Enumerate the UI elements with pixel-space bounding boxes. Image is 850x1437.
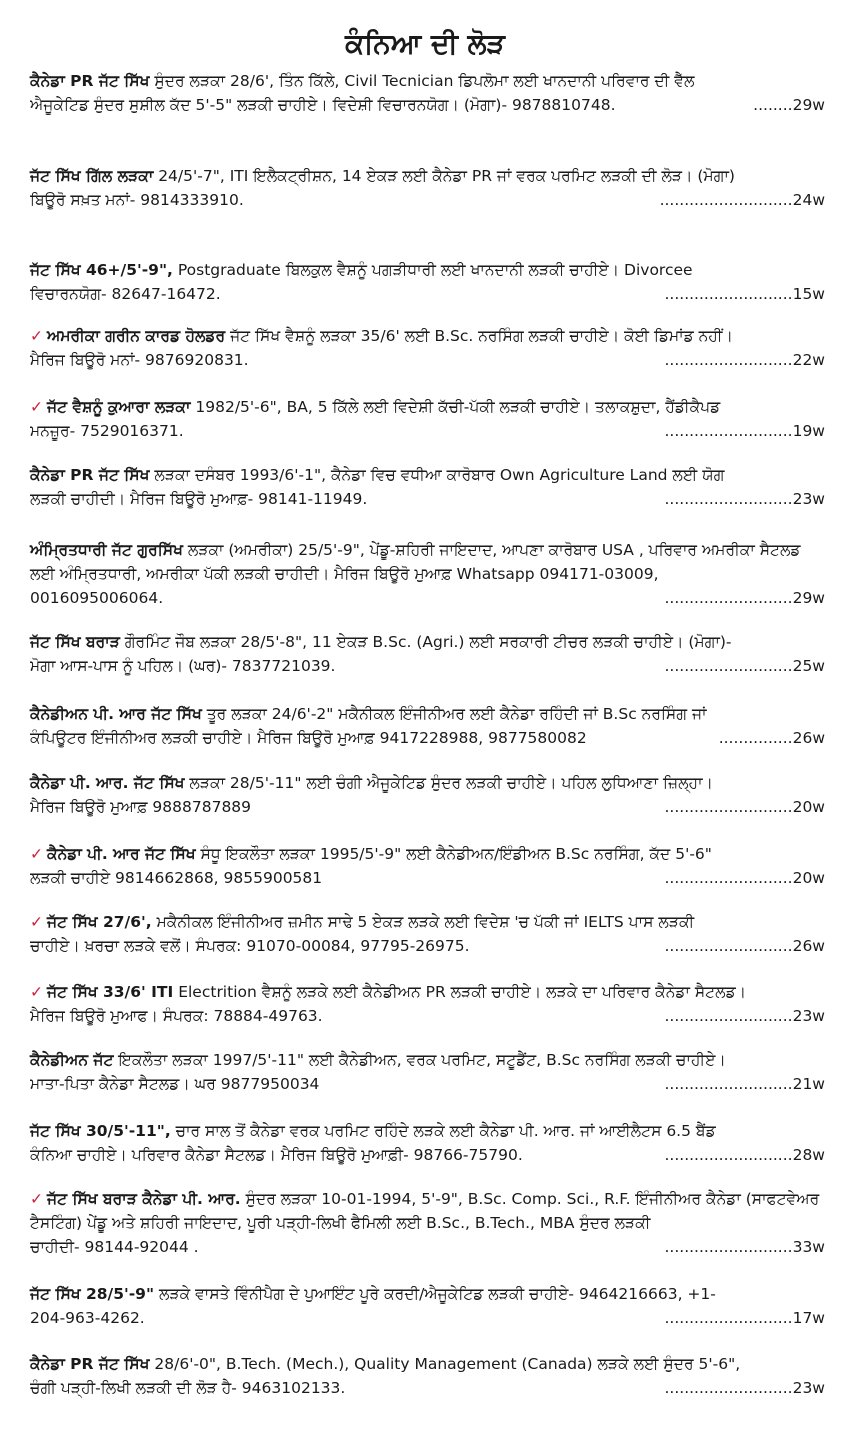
ad-text: ਲੜਕਾ (ਅਮਰੀਕਾ) 25/5'-9", ਪੇਂਡੂ-ਸ਼ਹਿਰੀ ਜਾਇਦਾਦ, ਆਪਣਾ ਕਾਰੋਬਾਰ USA , ਪਰਿਵਾਰ ਅਮਰੀਕਾ ਸੈਟਲਡ ਲਈ ਅੰਮ੍ਰਿਤਧਾਰੀ, ਅਮਰੀਕਾ ਪੱਕੀ ਲੜਕੀ ਚਾਹੀਦੀ। ਮੈਰਿਜ ਬਿਊਰੋ ਮੁਆਫ਼ Whatsapp 094171-03009, [30, 541, 801, 583]
ad-text: ਚਾਰ ਸਾਲ ਤੋਂ ਕੈਨੇਡਾ ਵਰਕ ਪਰਮਿਟ ਰਹਿੰਦੇ ਲੜਕੇ ਲਈ ਕੈਨੇਡਾ ਪੀ. ਆਰ. ਜਾਂ ਆਈਲੈਟਸ 6.5 ਬੈਂਡ [175, 1122, 716, 1140]
ad-code: ..........................20w [664, 869, 825, 887]
ad-entry [30, 164, 825, 212]
ad-text: ਸੁੰਦਰ ਲੜਕਾ 10-01-1994, 5'-9", B.Sc. Comp. Sci., R.F. ਇੰਜੀਨੀਅਰ ਕੈਨੇਡਾ (ਸਾਫਟਵੇਅਰ ਟੈਸਟਿੰਗ) ਪੇਂਡੂ ਅਤੇ ਸ਼ਹਿਰੀ ਜਾਇਦਾਦ, ਪੂਰੀ ਪੜ੍ਹੀ-ਲਿਖੀ ਫੈਮਿਲੀ ਲਈ B.Sc., B.Tech., MBA ਸੁੰਦਰ ਲੜਕੀ [30, 1190, 820, 1232]
ad-text-cont: ਐਜੂਕੇਟਿਡ ਸੁੰਦਰ ਸੁਸ਼ੀਲ ਕੱਦ 5'-5" ਲੜਕੀ ਚਾਹੀਏ। ਵਿਦੇਸ਼ੀ ਵਿਚਾਰਨਯੋਗ। (ਮੋਗਾ)- 9878810748. [30, 96, 616, 114]
page-title: ਕੰਨਿਆ ਦੀ ਲੋੜ [345, 27, 505, 60]
ad-lead: ਜੱਟ ਸਿੱਖ 28/5'-9" [30, 1285, 155, 1303]
ad-entry [30, 630, 825, 678]
ad-lead: ਅਮਰੀਕਾ ਗਰੀਨ ਕਾਰਡ ਹੋਲਡਰ [47, 327, 226, 345]
check-icon: ✓ [30, 398, 43, 416]
check-icon: ✓ [30, 983, 43, 1001]
ad-text-cont: ਵਿਚਾਰਨਯੋਗ- 82647-16472. [30, 285, 221, 303]
ad-code: ..........................29w [664, 589, 825, 607]
ad-text-cont: ਲੜਕੀ ਚਾਹੀਦੀ। ਮੈਰਿਜ ਬਿਊਰੋ ਮੁਆਫ਼- 98141-11949. [30, 490, 368, 508]
ad-text-cont: ਚਾਹੀਏ। ਖ਼ਰਚਾ ਲੜਕੇ ਵਲੋਂ। ਸੰਪਰਕ: 91070-00084, 97795-26975. [30, 937, 470, 955]
ad-code: ..........................20w [664, 798, 825, 816]
ad-code: ..........................17w [664, 1309, 825, 1327]
ad-code: ........29w [753, 96, 825, 114]
ad-text: Electrition ਵੈਸ਼ਨੂੰ ਲੜਕੇ ਲਈ ਕੈਨੇਡੀਅਨ PR ਲੜਕੀ ਚਾਹੀਏ। ਲੜਕੇ ਦਾ ਪਰਿਵਾਰ ਕੈਨੇਡਾ ਸੈਟਲਡ। [178, 983, 747, 1001]
ad-text: ਲੜਕਾ ਦਸੰਬਰ 1993/6'-1", ਕੈਨੇਡਾ ਵਿਚ ਵਧੀਆ ਕਾਰੋਬਾਰ Own Agriculture Land ਲਈ ਯੋਗ [154, 466, 725, 484]
ad-lead: ਕੈਨੇਡੀਅਨ ਜੱਟ [30, 1051, 114, 1069]
ad-code: ...............26w [718, 729, 825, 747]
ad-lead: ਕੈਨੇਡੀਅਨ ਪੀ. ਆਰ ਜੱਟ ਸਿੱਖ [30, 705, 202, 723]
ad-lead: ਜੱਟ ਸਿੱਖ ਬਰਾੜ ਕੈਨੇਡਾ ਪੀ. ਆਰ. [47, 1190, 241, 1208]
ad-text: ਸੰਧੂ ਇਕਲੌਤਾ ਲੜਕਾ 1995/5'-9" ਲਈ ਕੈਨੇਡੀਅਨ/ਇੰਡੀਅਨ B.Sc ਨਰਸਿੰਗ, ਕੱਦ 5'-6" [200, 845, 712, 863]
ad-entry [30, 538, 825, 610]
ad-lead: ਅੰਮ੍ਰਿਤਧਾਰੀ ਜੱਟ ਗੁਰਸਿੱਖ [30, 541, 183, 559]
check-icon: ✓ [30, 913, 43, 931]
ad-text-cont: ਬਿਊਰੋ ਸਖ਼ਤ ਮਨਾਂ- 9814333910. [30, 191, 244, 209]
ad-lead: ਜੱਟ ਸਿੱਖ 46+/5'-9", [30, 261, 173, 279]
ad-lead: ਜੱਟ ਸਿੱਖ 27/6', [47, 913, 152, 931]
ad-entry [30, 1187, 825, 1259]
ad-code: ..........................23w [664, 1007, 825, 1025]
ad-text-cont: ਮਾਤਾ-ਪਿਤਾ ਕੈਨੇਡਾ ਸੈਟਲਡ। ਘਰ 9877950034 [30, 1075, 320, 1093]
ad-code: ..........................25w [664, 657, 825, 675]
ad-text: ਜੱਟ ਸਿੱਖ ਵੈਸ਼ਨੂੰ ਲੜਕਾ 35/6' ਲਈ B.Sc. ਨਰਸਿੰਗ ਲੜਕੀ ਚਾਹੀਏ। ਕੋਈ ਡਿਮਾਂਡ ਨਹੀਂ। [230, 327, 733, 345]
ad-text: ਗੌਰਮਿੰਟ ਜੌਬ ਲੜਕਾ 28/5'-8", 11 ਏਕੜ B.Sc. (Agri.) ਲਈ ਸਰਕਾਰੀ ਟੀਚਰ ਲੜਕੀ ਚਾਹੀਏ। (ਮੋਗਾ)- [124, 633, 732, 651]
ad-text: ਤੂਰ ਲੜਕਾ 24/6'-2" ਮਕੈਨੀਕਲ ਇੰਜੀਨੀਅਰ ਲਈ ਕੈਨੇਡਾ ਰਹਿੰਦੀ ਜਾਂ B.Sc ਨਰਸਿੰਗ ਜਾਂ [206, 705, 707, 723]
ad-lead: ਜੱਟ ਸਿੱਖ ਬਰਾੜ [30, 633, 120, 651]
ad-code: ..........................23w [664, 490, 825, 508]
ad-lead: ਕੈਨੇਡਾ ਪੀ. ਆਰ. ਜੱਟ ਸਿੱਖ [30, 774, 185, 792]
ad-code: ..........................19w [664, 422, 825, 440]
ad-text: ਸੁੰਦਰ ਲੜਕਾ 28/6', ਤਿੰਨ ਕਿੱਲੇ, Civil Tecnician ਡਿਪਲੋਮਾ ਲਈ ਖਾਨਦਾਨੀ ਪਰਿਵਾਰ ਦੀ ਵੈੱਲ [154, 72, 695, 90]
ad-text: 1982/5'-6", BA, 5 ਕਿੱਲੇ ਲਈ ਵਿਦੇਸ਼ੀ ਕੱਚੀ-ਪੱਕੀ ਲੜਕੀ ਚਾਹੀਏ। ਤਲਾਕਸ਼ੁਦਾ, ਹੈਂਡੀਕੈਪਡ [195, 398, 721, 416]
ad-entry [30, 258, 825, 306]
ad-text-cont: ਚਾਹੀਦੀ- 98144-92044 . [30, 1238, 199, 1256]
ad-entry [30, 910, 825, 958]
ad-text: 24/5'-7", ITI ਇਲੈਕਟ੍ਰੀਸ਼ਨ, 14 ਏਕੜ ਲਈ ਕੈਨੇਡਾ PR ਜਾਂ ਵਰਕ ਪਰਮਿਟ ਲੜਕੀ ਦੀ ਲੋੜ। (ਮੋਗਾ) [158, 167, 735, 185]
ad-text: ਲੜਕੇ ਵਾਸਤੇ ਵਿੰਨੀਪੈਗ ਦੇ ਪੁਆਇੰਟ ਪੂਰੇ ਕਰਦੀ/ਐਜੂਕੇਟਿਡ ਲੜਕੀ ਚਾਹੀਏ- 9464216663, +1- [158, 1285, 716, 1303]
ad-lead: ਕੈਨੇਡਾ PR ਜੱਟ ਸਿੱਖ [30, 1355, 150, 1373]
ad-code: ..........................26w [664, 937, 825, 955]
ad-text-cont: ਮੋਗਾ ਆਸ-ਪਾਸ ਨੂੰ ਪਹਿਲ। (ਘਰ)- 7837721039. [30, 657, 336, 675]
ad-text-cont: 204-963-4262. [30, 1309, 145, 1327]
ad-code: ...........................24w [659, 191, 825, 209]
ad-lead: ਕੈਨੇਡਾ ਪੀ. ਆਰ ਜੱਟ ਸਿੱਖ [47, 845, 196, 863]
ad-entry [30, 463, 825, 511]
ad-text-cont: ਲੜਕੀ ਚਾਹੀਏ 9814662868, 9855900581 [30, 869, 323, 887]
ad-entry [30, 1282, 825, 1330]
check-icon: ✓ [30, 1190, 43, 1208]
ad-entry [30, 69, 825, 117]
ad-code: ..........................21w [664, 1075, 825, 1093]
ad-lead: ਕੈਨੇਡਾ PR ਜੱਟ ਸਿੱਖ [30, 72, 150, 90]
ad-text: 28/6'-0", B.Tech. (Mech.), Quality Management (Canada) ਲੜਕੇ ਲਈ ਸੁੰਦਰ 5'-6", [154, 1355, 741, 1373]
ad-lead: ਜੱਟ ਸਿੱਖ 33/6' ITI [47, 983, 174, 1001]
ad-text: ਲੜਕਾ 28/5'-11" ਲਈ ਚੰਗੀ ਐਜੂਕੇਟਿਡ ਸੁੰਦਰ ਲੜਕੀ ਚਾਹੀਏ। ਪਹਿਲ ਲੁਧਿਆਣਾ ਜ਼ਿਲ੍ਹਾ। [189, 774, 713, 792]
ad-code: ..........................22w [664, 351, 825, 369]
ad-code: ..........................23w [664, 1379, 825, 1397]
ad-lead: ਜੱਟ ਵੈਸ਼ਨੂੰ ਕੁਆਰਾ ਲੜਕਾ [47, 398, 191, 416]
ad-entry [30, 1119, 825, 1167]
ad-entry [30, 980, 825, 1028]
ad-code: ..........................28w [664, 1146, 825, 1164]
ad-text-cont: ਮੈਰਿਜ ਬਿਊਰੋ ਮੁਆਫ। ਸੰਪਰਕ: 78884-49763. [30, 1007, 323, 1025]
ad-text: ਮਕੈਨੀਕਲ ਇੰਜੀਨੀਅਰ ਜ਼ਮੀਨ ਸਾਢੇ 5 ਏਕੜ ਲੜਕੇ ਲਈ ਵਿਦੇਸ਼ 'ਚ ਪੱਕੀ ਜਾਂ IELTS ਪਾਸ ਲੜਕੀ [156, 913, 695, 931]
check-icon: ✓ [30, 327, 43, 345]
ad-text-cont: ਮੈਰਿਜ ਬਿਊਰੋ ਮੁਆਫ਼ 9888787889 [30, 798, 252, 816]
ad-text-cont: ਮਨਜ਼ੂਰ- 7529016371. [30, 422, 184, 440]
ad-text: Postgraduate ਬਿਲਕੁਲ ਵੈਸ਼ਨੂੰ ਪਗੜੀਧਾਰੀ ਲਈ ਖਾਨਦਾਨੀ ਲੜਕੀ ਚਾਹੀਏ। Divorcee [177, 261, 693, 279]
ad-lead: ਜੱਟ ਸਿੱਖ 30/5'-11", [30, 1122, 171, 1140]
ad-lead: ਜੱਟ ਸਿੱਖ ਗਿੱਲ ਲੜਕਾ [30, 167, 154, 185]
ad-entry [30, 324, 825, 372]
ad-entry [30, 771, 825, 819]
check-icon: ✓ [30, 845, 43, 863]
ad-code: ..........................33w [664, 1238, 825, 1256]
ad-text-cont: ਕੰਨਿਆ ਚਾਹੀਏ। ਪਰਿਵਾਰ ਕੈਨੇਡਾ ਸੈਟਲਡ। ਮੈਰਿਜ ਬਿਊਰੋ ਮੁਆਫ਼ੀ- 98766-75790. [30, 1146, 523, 1164]
ad-entry [30, 395, 825, 443]
ad-entry [30, 1352, 825, 1400]
ad-text-cont: ਕੰਪਿਊਟਰ ਇੰਜੀਨੀਅਰ ਲੜਕੀ ਚਾਹੀਏ। ਮੈਰਿਜ ਬਿਊਰੋ ਮੁਆਫ਼ 9417228988, 9877580082 [30, 729, 587, 747]
ad-lead: ਕੈਨੇਡਾ PR ਜੱਟ ਸਿੱਖ [30, 466, 150, 484]
ad-text-cont: 0016095006064. [30, 589, 164, 607]
ad-text-cont: ਚੰਗੀ ਪੜ੍ਹੀ-ਲਿਖੀ ਲੜਕੀ ਦੀ ਲੋੜ ਹੈ- 9463102133. [30, 1379, 346, 1397]
ad-text-cont: ਮੈਰਿਜ ਬਿਊਰੋ ਮਨਾਂ- 9876920831. [30, 351, 249, 369]
ad-entry [30, 842, 825, 890]
ad-text: ਇਕਲੌਤਾ ਲੜਕਾ 1997/5'-11" ਲਈ ਕੈਨੇਡੀਅਨ, ਵਰਕ ਪਰਮਿਟ, ਸਟੂਡੈਂਟ, B.Sc ਨਰਸਿੰਗ ਲੜਕੀ ਚਾਹੀਏ। [118, 1051, 726, 1069]
ad-entry [30, 1048, 825, 1096]
ad-entry [30, 702, 825, 750]
ad-code: ..........................15w [664, 285, 825, 303]
